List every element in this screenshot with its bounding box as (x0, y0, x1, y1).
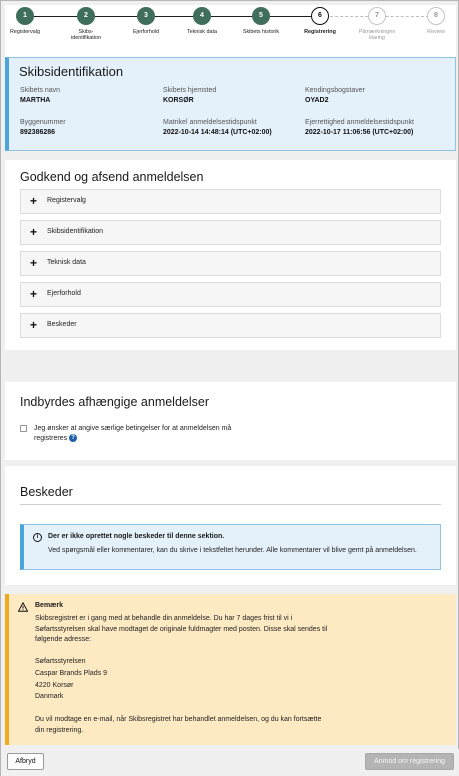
owner-time-label: Ejerrettighed anmeldelsestidspunkt (305, 119, 414, 126)
step-circle: 7 (368, 7, 386, 25)
address-line-3: 4220 Korsør (35, 682, 74, 689)
divider (20, 504, 441, 505)
step-circle: 6 (311, 7, 329, 25)
notice-box (5, 594, 456, 745)
ship-home-value: KORSØR (163, 97, 194, 104)
step-label: Registervalg (10, 29, 40, 35)
accordion-ejerforhold[interactable] (20, 282, 441, 307)
build-number-field (20, 119, 66, 136)
ship-name-field (20, 87, 60, 104)
plus-icon: + (30, 225, 38, 239)
messages-info-box (20, 524, 441, 570)
info-body: Ved spørgsmål eller kommentarer, kan du skrive i tekstfeltet herunder. Alle kommentarer vil blive gemt på anmeldelsen. (48, 547, 417, 554)
callsign-field (305, 87, 365, 104)
ship-home-field (163, 87, 216, 104)
step-4[interactable] (172, 7, 232, 35)
step-label: Skibets historik (242, 29, 280, 35)
conditions-checkbox-text: Jeg ønsker at angive særlige betingelser for at anmeldelsen må registreres (34, 425, 232, 442)
notice-title: Bemærk (35, 602, 64, 609)
step-label: Registrering (304, 29, 336, 35)
step-1[interactable] (0, 7, 55, 35)
ship-name-label: Skibets navn (20, 87, 61, 94)
step-label: Ejerforhold (132, 29, 160, 35)
accordion-label: Ejerforhold (47, 290, 81, 297)
step-7 (347, 7, 407, 42)
ship-panel-title: Skibsidentifikation (19, 64, 124, 79)
notice-paragraph-2: Du vil modtage en e-mail, når Skibsregistret har behandlet anmeldelsen, og du kan fortsætte din registrering. (35, 716, 322, 734)
step-label: Skibs- identifikation (71, 29, 101, 42)
cadastre-time-value: 2022-10-14 14:48:14 (UTC+02:00) (163, 129, 272, 136)
conditions-checkbox-label (34, 424, 234, 444)
accordion-label: Teknisk data (47, 259, 86, 266)
request-registration-button[interactable]: Anmod om registrering (365, 753, 454, 770)
messages-title: Beskeder (20, 485, 73, 499)
address-line-1: Søfartsstyrelsen (35, 658, 86, 665)
ship-name-value: MARTHA (20, 97, 51, 104)
info-icon: i (33, 533, 42, 542)
accordion-label: Skibsidentifikation (47, 228, 104, 235)
cancel-button[interactable]: Afbryd (7, 753, 44, 770)
accordion-registervalg[interactable] (20, 189, 441, 214)
step-circle: 5 (252, 7, 270, 25)
plus-icon: + (30, 287, 38, 301)
callsign-label: Kendingsbogstaver (305, 87, 365, 94)
step-circle: 1 (16, 7, 34, 25)
approve-section (5, 160, 456, 350)
address-line-2: Caspar Brands Plads 9 (35, 670, 107, 677)
accordion-skibsidentifikation[interactable] (20, 220, 441, 245)
step-circle: 2 (77, 7, 95, 25)
ship-identification-panel (5, 57, 456, 151)
step-3[interactable] (116, 7, 176, 35)
progress-stepper (5, 5, 456, 57)
help-icon[interactable]: ? (69, 434, 77, 442)
warning-icon (18, 602, 28, 612)
footer-bar (1, 749, 459, 776)
step-5[interactable] (231, 7, 291, 35)
accordion-label: Registervalg (47, 197, 86, 204)
accordion-teknisk-data[interactable] (20, 251, 441, 276)
conditions-checkbox[interactable] (20, 425, 27, 432)
ship-home-label: Skibets hjemsted (163, 87, 217, 94)
owner-time-field (305, 119, 414, 136)
step-8 (406, 7, 459, 35)
callsign-value: OYAD2 (305, 97, 329, 104)
info-title: Der er ikke oprettet nogle beskeder til denne sektion. (48, 533, 225, 540)
step-label: Påmærkningen klaring (358, 29, 396, 42)
step-circle: 4 (193, 7, 211, 25)
step-circle: 8 (427, 7, 445, 25)
messages-section (5, 466, 456, 585)
dependent-section (5, 382, 456, 460)
step-2[interactable] (56, 7, 116, 42)
accordion-label: Beskeder (47, 321, 77, 328)
accordion-beskeder[interactable] (20, 313, 441, 338)
owner-time-value: 2022-10-17 11:06:56 (UTC+02:00) (305, 129, 414, 136)
step-label: Teknisk data (187, 29, 217, 35)
cadastre-time-label: Matrikel anmeldelsestidspunkt (163, 119, 257, 126)
step-label: Review (427, 29, 445, 35)
address-line-4: Danmark (35, 693, 64, 700)
build-number-value: 892386286 (20, 129, 56, 136)
notice-paragraph-1: Skibsregistret er i gang med at behandle din anmeldelse. Du har 7 dages frist til vi i Søfartsstyrelsen skal have modtaget de originale fuldmagter med posten. Disse skal sendes til følgende adresse: (35, 615, 328, 644)
cadastre-time-field (163, 119, 272, 136)
plus-icon: + (30, 256, 38, 270)
approve-title: Godkend og afsend anmeldelsen (20, 170, 204, 184)
build-number-label: Byggenummer (20, 119, 66, 126)
step-circle: 3 (137, 7, 155, 25)
step-6 (290, 7, 350, 35)
plus-icon: + (30, 194, 38, 208)
plus-icon: + (30, 318, 38, 332)
dependent-title: Indbyrdes afhængige anmeldelser (20, 395, 210, 409)
